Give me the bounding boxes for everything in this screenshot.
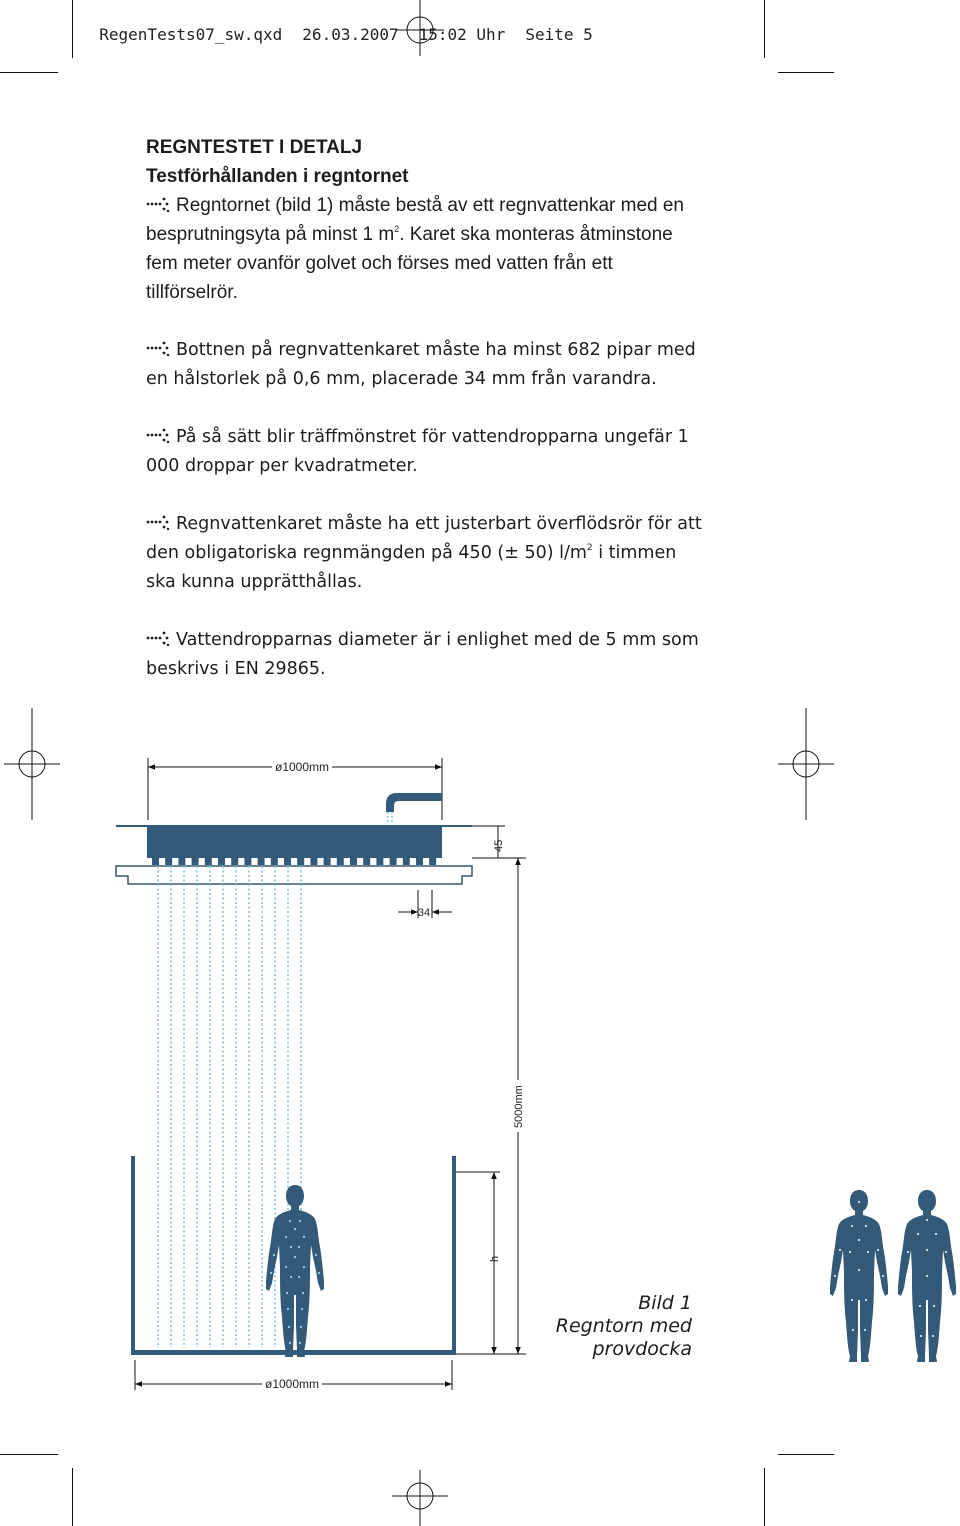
dimension-label-34: 34 [417,907,431,919]
paragraph-1 [146,191,706,307]
nozzle [297,858,304,865]
paragraph-2 [146,336,706,394]
crop-mark [0,1454,58,1455]
crop-mark [778,1454,834,1455]
dimension-label-bottom: ø1000mm [264,1377,320,1391]
crop-mark [0,72,58,73]
slug-line [80,6,613,44]
section-title: REGNTESTET I DETALJ [146,137,363,158]
slug-page: Seite 5 [525,25,593,44]
nozzle [244,858,251,865]
nozzle-row [152,858,436,865]
figure-caption [540,1292,692,1361]
superscript: 2 [586,543,593,553]
paragraph-4-text-b: i timmen ska kunna upprätthållas. [146,543,677,592]
dummy-front-view [830,1190,888,1362]
registration-mark-icon [392,1470,448,1526]
nozzle [178,858,185,865]
nozzle [376,858,383,865]
nozzle [231,858,238,865]
nozzle [192,858,199,865]
paragraph-1-text-b: . Karet ska monteras åtminstone fem meter ovanför golvet och förses med vatten från ett tillförselrör. [146,224,673,303]
nozzle [350,858,357,865]
dimension-label-45: 45 [493,839,505,852]
caption-line-1: Bild 1 [638,1292,692,1314]
nozzle [403,858,410,865]
paragraph-4-text-a: Regnvattenkaret måste ha ett justerbart överflödsrör för att den obligatoriska regnmängden på 450 (± 50) l/m [146,514,702,563]
nozzle [165,858,172,865]
crop-mark [72,1468,73,1526]
caption-line-2: Regntorn med [555,1315,692,1337]
nozzle [337,858,344,865]
paragraph-1-text-a: Regntornet (bild 1) måste bestå av ett regnvattenkar med en besprutningsyta på minst 1 m [146,195,684,245]
inlet-pipe [386,793,442,812]
nozzle [218,858,225,865]
nozzle [310,858,317,865]
nozzle [324,858,331,865]
nozzle [271,858,278,865]
crop-mark [764,0,765,58]
dummy-back-view [898,1190,956,1362]
nozzle [429,858,436,865]
paragraph-5-text: Vattendropparnas diameter är i enlighet med de 5 mm som beskrivs i EN 29865. [146,630,699,679]
text-section [146,133,706,713]
paragraph-3 [146,423,706,481]
caption-line-3: provdocka [592,1338,692,1360]
paragraph-5 [146,626,706,684]
nozzle [284,858,291,865]
nozzle [390,858,397,865]
arrow-bullet-icon [146,340,172,356]
nozzle [363,858,370,865]
slug-filename: RegenTests07_sw.qxd [99,25,283,44]
slug-date: 26.03.2007 [302,25,399,44]
paragraph-3-text: På så sätt blir träffmönstret för vattendropparna ungefär 1 000 droppar per kvadratmeter. [146,427,689,476]
dimension-label-height: 5000mm [513,1085,525,1128]
superscript: 2 [394,224,400,234]
arrow-bullet-icon [146,427,172,443]
arrow-bullet-icon [146,196,172,212]
paragraph-2-text: Bottnen på regnvattenkaret måste ha minst 682 pipar med en hålstorlek på 0,6 mm, placerade 34 mm från varandra. [146,340,696,389]
dimension-label-top: ø1000mm [274,760,330,774]
overflow-tray [116,866,472,884]
nozzle [416,858,423,865]
slug-time: 15:02 Uhr [418,25,506,44]
nozzle [258,858,265,865]
nozzle [152,858,159,865]
registration-mark-icon [396,0,444,56]
rain-streams [158,866,301,1348]
rain-tower-diagram [0,700,960,1420]
crop-mark [778,72,834,73]
inlet-water [388,812,392,824]
crop-mark [72,0,73,58]
paragraph-4 [146,510,706,597]
arrow-bullet-icon [146,514,172,530]
rain-tank [147,826,442,858]
nozzle [205,858,212,865]
dimension-label-h: h [489,1255,501,1262]
section-subtitle: Testförhållanden i regntornet [146,166,409,187]
crop-mark [764,1468,765,1526]
arrow-bullet-icon [146,630,172,646]
